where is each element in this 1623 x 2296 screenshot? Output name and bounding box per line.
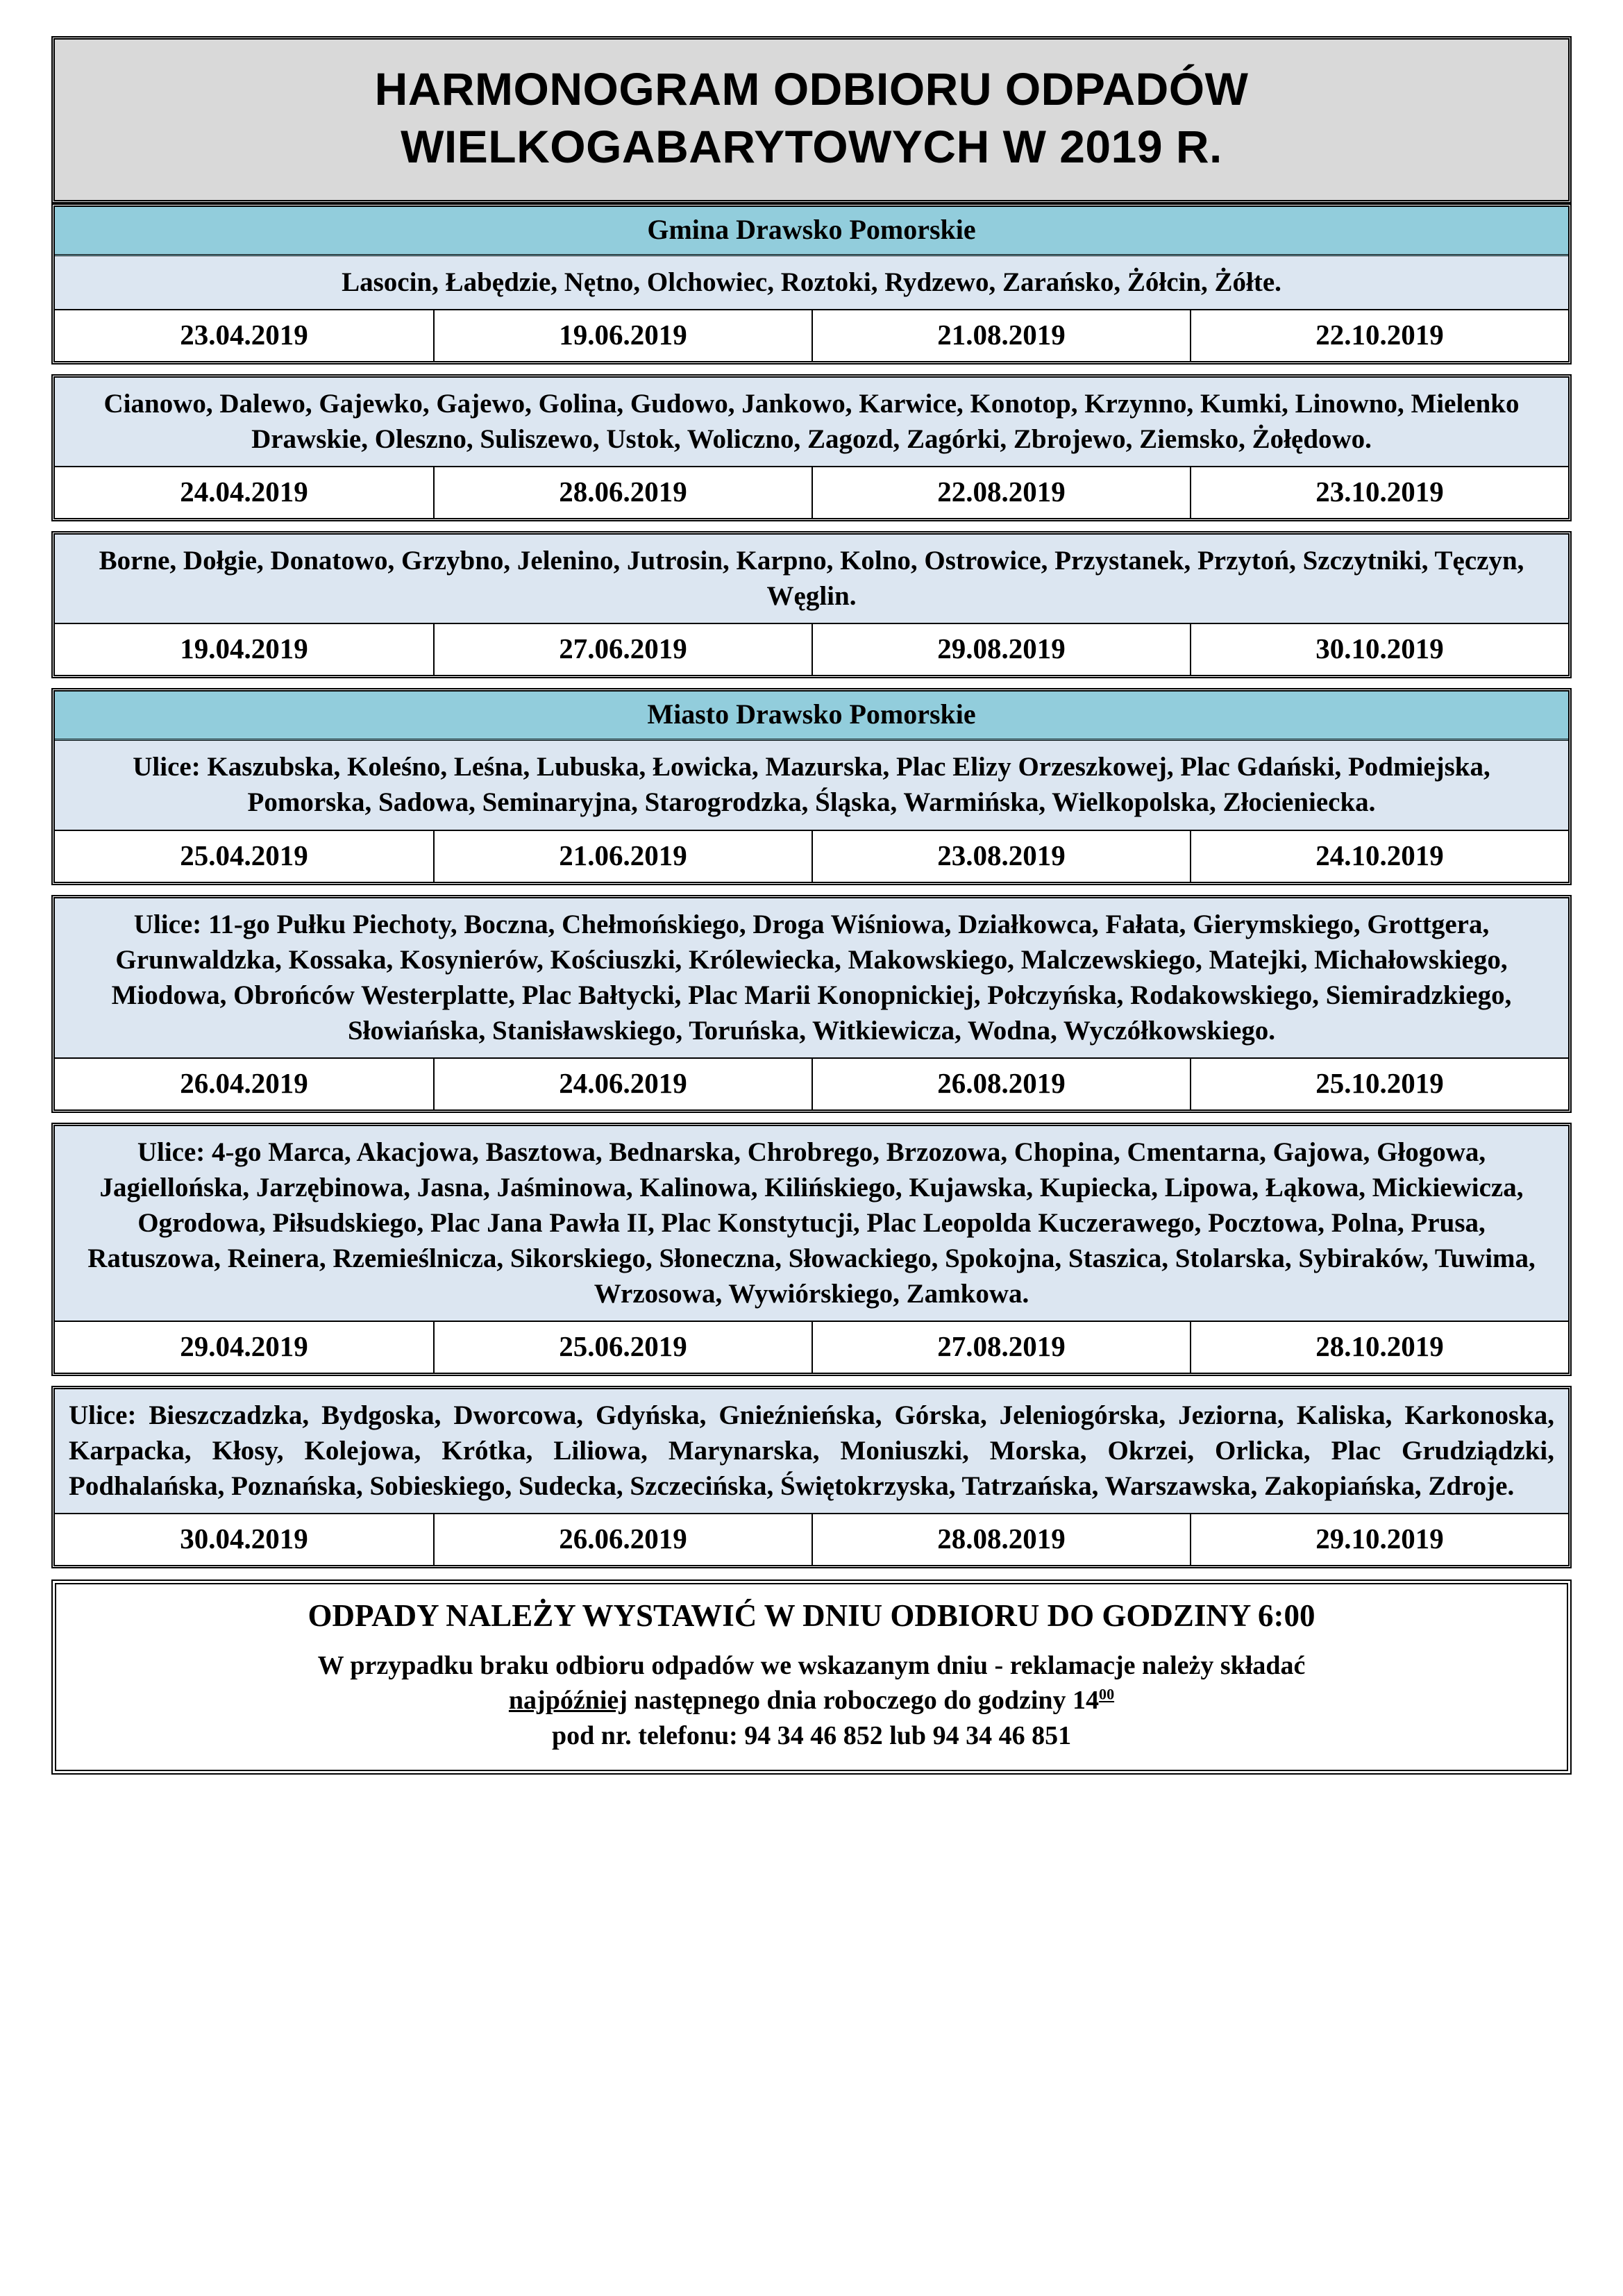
pickup-date-cell: 29.08.2019 bbox=[812, 624, 1190, 675]
pickup-date-cell: 28.10.2019 bbox=[1190, 1322, 1568, 1373]
area-street-list: Lasocin, Łabędzie, Nętno, Olchowiec, Roztoki, Rydzewo, Zarańsko, Żółcin, Żółte. bbox=[55, 256, 1568, 310]
pickup-date-cell: 19.04.2019 bbox=[180, 632, 308, 665]
pickup-date-cell: 19.06.2019 bbox=[433, 310, 812, 361]
pickup-date-cell: 24.06.2019 bbox=[433, 1059, 812, 1109]
pickup-date-cell: 28.08.2019 bbox=[812, 1514, 1190, 1565]
poster-title-line-1: HARMONOGRAM ODBIORU ODPADÓW bbox=[374, 63, 1249, 115]
area-street-list: Ulice: Kaszubska, Koleśno, Leśna, Lubuska, Łowicka, Mazurska, Plac Elizy Orzeszkowej, Plac Gdański, Podmiejska, Pomorska, Sadowa, Seminaryjna, Starogrodzka, Śląska, Warmińska, Wielkopolska, Złocieniecka. bbox=[55, 741, 1568, 830]
schedule-group bbox=[51, 531, 1572, 678]
notice-heading: ODPADY NALEŻY WYSTAWIĆ W DNIU ODBIORU DO GODZINY 6:00 bbox=[308, 1598, 1315, 1634]
pickup-date-cell: 23.10.2019 bbox=[1190, 467, 1568, 518]
pickup-date-cell: 26.06.2019 bbox=[433, 1514, 812, 1565]
schedule-group bbox=[51, 1123, 1572, 1376]
notice-deadline-emphasis: najpóźniej bbox=[508, 1686, 628, 1716]
pickup-date-cell: 30.04.2019 bbox=[180, 1523, 308, 1555]
pickup-notice bbox=[51, 1579, 1572, 1774]
schedule-group bbox=[51, 895, 1572, 1113]
area-street-list: Cianowo, Dalewo, Gajewko, Gajewo, Golina, Gudowo, Jankowo, Karwice, Konotop, Krzynno, Kumki, Linowno, Mielenko Drawskie, Oleszno, Suliszewo, Ustok, Woliczno, Zagozd, Zagórki, Zbrojewo, Ziemsko, Żołędowo. bbox=[55, 378, 1568, 467]
notice-line-3: pod nr. telefonu: 94 34 46 852 lub 94 34 46 851 bbox=[551, 1720, 1072, 1750]
pickup-date-cell: 29.04.2019 bbox=[180, 1330, 308, 1363]
area-street-list: Borne, Dołgie, Donatowo, Grzybno, Jelenino, Jutrosin, Karpno, Kolno, Ostrowice, Przystanek, Przytoń, Szczytniki, Tęczyn, Węglin. bbox=[55, 535, 1568, 624]
pickup-date-cell: 24.04.2019 bbox=[180, 476, 308, 508]
pickup-date-row bbox=[55, 1322, 1568, 1373]
area-street-list: Ulice: 4-go Marca, Akacjowa, Basztowa, Bednarska, Chrobrego, Brzozowa, Chopina, Cmentarna, Gajowa, Głogowa, Jagiellońska, Jarzębinowa, Jasna, Jaśminowa, Kalinowa, Kilińskiego, Kujawska, Kupiecka, Lipowa, Łąkowa, Mickiewicza, Ogrodowa, Piłsudskiego, Plac Jana Pawła II, Plac Konstytucji, Plac Leopolda Kuczerawego, Pocztowa, Polna, Prusa, Ratuszowa, Reinera, Rzemieślnicza, Sikorskiego, Słoneczna, Słowackiego, Spokojna, Staszica, Stolarska, Sybiraków, Tuwima, Wrzosowa, Wywiórskiego, Zamkowa. bbox=[55, 1126, 1568, 1322]
pickup-date-row bbox=[55, 1059, 1568, 1109]
pickup-date-row bbox=[55, 831, 1568, 882]
section-header: Miasto Drawsko Pomorskie bbox=[55, 692, 1568, 741]
pickup-date-cell: 28.06.2019 bbox=[433, 467, 812, 518]
pickup-date-cell: 26.08.2019 bbox=[812, 1059, 1190, 1109]
pickup-date-cell: 23.04.2019 bbox=[180, 319, 308, 351]
pickup-date-cell: 26.04.2019 bbox=[180, 1066, 308, 1099]
pickup-date-cell: 25.10.2019 bbox=[1190, 1059, 1568, 1109]
notice-line-2 bbox=[77, 1683, 1546, 1718]
schedule-group bbox=[51, 688, 1572, 885]
pickup-date-cell: 21.06.2019 bbox=[433, 831, 812, 882]
pickup-date-cell: 21.08.2019 bbox=[812, 310, 1190, 361]
pickup-date-cell: 25.06.2019 bbox=[433, 1322, 812, 1373]
pickup-date-row bbox=[55, 624, 1568, 675]
area-street-list: Ulice: Bieszczadzka, Bydgoska, Dworcowa, Gdyńska, Gnieźnieńska, Górska, Jeleniogórska, Jeziorna, Kaliska, Karkonoska, Karpacka, Kłosy, Kolejowa, Krótka, Liliowa, Marynarska, Moniuszki, Morska, Okrzei, Orlicka, Plac Grudziądzki, Podhalańska, Poznańska, Sobieskiego, Sudecka, Szczecińska, Świętokrzyska, Tatrzańska, Warszawska, Zakopiańska, Zdroje. bbox=[55, 1389, 1568, 1514]
pickup-date-cell: 27.08.2019 bbox=[812, 1322, 1190, 1373]
schedule-group bbox=[51, 203, 1572, 364]
notice-deadline-rest: następnego dnia roboczego do godziny 14 bbox=[627, 1686, 1100, 1716]
schedule-group bbox=[51, 1386, 1572, 1568]
section-header: Gmina Drawsko Pomorskie bbox=[55, 207, 1568, 256]
pickup-date-cell: 25.04.2019 bbox=[180, 839, 308, 871]
schedule-group bbox=[51, 374, 1572, 521]
pickup-date-row bbox=[55, 467, 1568, 518]
pickup-date-cell: 30.10.2019 bbox=[1190, 624, 1568, 675]
notice-deadline-minutes: 00 bbox=[1099, 1685, 1115, 1703]
pickup-date-cell: 23.08.2019 bbox=[812, 831, 1190, 882]
poster-title-banner bbox=[51, 36, 1572, 203]
notice-line-1: W przypadku braku odbioru odpadów we wskazanym dniu - reklamacje należy składać bbox=[317, 1651, 1306, 1681]
pickup-date-cell: 22.08.2019 bbox=[812, 467, 1190, 518]
poster-title-line-2: WIELKOGABARYTOWYCH W 2019 R. bbox=[401, 120, 1222, 172]
pickup-date-cell: 29.10.2019 bbox=[1190, 1514, 1568, 1565]
schedule-sections bbox=[51, 203, 1572, 1568]
pickup-date-cell: 27.06.2019 bbox=[433, 624, 812, 675]
pickup-date-cell: 24.10.2019 bbox=[1190, 831, 1568, 882]
pickup-date-cell: 22.10.2019 bbox=[1190, 310, 1568, 361]
pickup-date-row bbox=[55, 310, 1568, 361]
pickup-date-row bbox=[55, 1514, 1568, 1565]
area-street-list: Ulice: 11-go Pułku Piechoty, Boczna, Chełmońskiego, Droga Wiśniowa, Działkowca, Fałata, Gierymskiego, Grottgera, Grunwaldzka, Kossaka, Kosynierów, Kościuszki, Królewiecka, Makowskiego, Malczewskiego, Matejki, Michałowskiego, Miodowa, Obrońców Westerplatte, Plac Bałtycki, Plac Marii Konopnickiej, Połczyńska, Rodakowskiego, Siemiradzkiego, Słowiańska, Stanisławskiego, Toruńska, Witkiewicza, Wodna, Wyczółkowskiego. bbox=[55, 898, 1568, 1059]
